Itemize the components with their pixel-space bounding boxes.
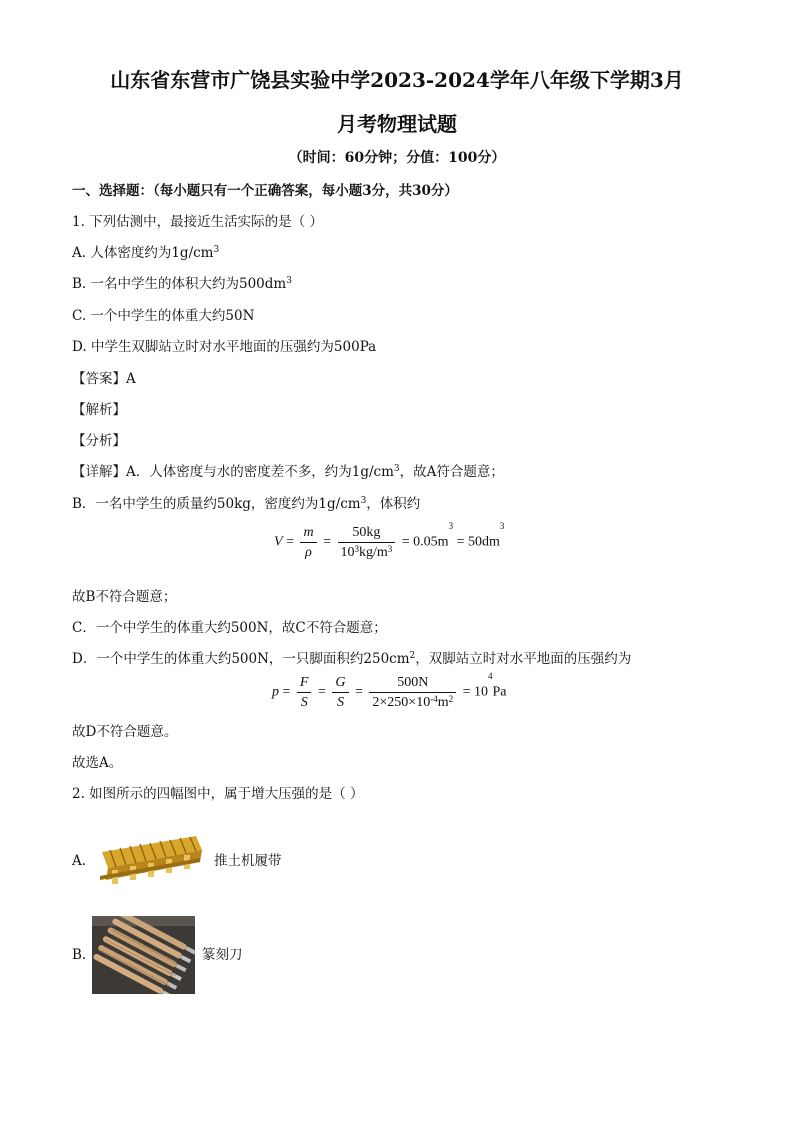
section-heading-choice: 一、选择题：（每小题只有一个正确答案，每小题3分，共30分） bbox=[72, 183, 458, 199]
q1-detail-c: C．一个中学生的体重大约500N，故C不符合题意； bbox=[72, 620, 387, 636]
den-part: 10 bbox=[340, 545, 355, 560]
formula-p-eq2: = bbox=[317, 684, 326, 700]
bulldozer-track-image bbox=[96, 828, 206, 892]
superscript: 3 bbox=[360, 496, 367, 506]
q1-option-c: C. 一个中学生的体重大约50N bbox=[72, 308, 255, 324]
carving-knife-image bbox=[92, 916, 195, 994]
q1-b-conclusion: 故B不符合题意； bbox=[72, 589, 177, 605]
fraction-m-over-rho bbox=[300, 524, 316, 561]
formula-p-lhs: p bbox=[272, 684, 279, 700]
q1-detail-d bbox=[72, 649, 631, 669]
fraction-numerator: m bbox=[300, 524, 316, 543]
carving-knife-illustration bbox=[92, 916, 195, 994]
q2-option-a-label: 推土机履带 bbox=[214, 853, 282, 869]
superscript: 3 bbox=[213, 245, 220, 255]
formula-v-result1-exp: 3 bbox=[448, 521, 454, 531]
q1-detail-a-tail: ，故A符合题意； bbox=[399, 464, 504, 480]
formula-p-eq3: = bbox=[355, 684, 363, 700]
q2-stem: 2. 如图所示的四幅图中，属于增大压强的是（ ） bbox=[72, 786, 364, 802]
exam-time-score: （时间：60分钟；分值：100分） bbox=[288, 150, 506, 166]
q1-answer: 【答案】A bbox=[72, 371, 136, 387]
q2-option-a-letter: A. bbox=[72, 853, 87, 869]
fraction-numerator: 500N bbox=[369, 674, 456, 693]
formula-v-result2: = 50dm bbox=[453, 534, 500, 550]
q1-option-a-text: A. 人体密度约为1g/cm bbox=[72, 245, 214, 261]
q1-option-a bbox=[72, 243, 219, 263]
fraction-f-over-s bbox=[297, 674, 312, 711]
bulldozer-track-illustration bbox=[96, 828, 206, 892]
fraction-denominator: S bbox=[300, 695, 308, 710]
formula-v-eq1: = bbox=[286, 534, 294, 550]
q1-detail-b bbox=[72, 494, 420, 514]
superscript: 3 bbox=[393, 464, 400, 474]
den-unit: m bbox=[437, 695, 449, 710]
q1-option-d: D. 中学生双脚站立时对水平地面的压强约为500Pa bbox=[72, 339, 377, 355]
q1-detail-a bbox=[72, 462, 504, 482]
formula-p-eq1: = bbox=[282, 684, 291, 700]
q1-final: 故选A。 bbox=[72, 755, 123, 771]
fraction-denominator: ρ bbox=[305, 545, 312, 560]
formula-p-result-unit: Pa bbox=[492, 684, 507, 700]
den-part: 2×250×10 bbox=[372, 695, 431, 710]
q2-option-b-label: 篆刻刀 bbox=[202, 947, 243, 963]
q1-detail-b-tail: ，体积约 bbox=[366, 496, 421, 512]
den-unit: kg/m bbox=[359, 545, 388, 560]
den-unit-exponent: 3 bbox=[387, 544, 393, 554]
fraction-mass-over-density bbox=[338, 524, 396, 561]
formula-p-result: = 10 bbox=[462, 684, 488, 700]
fraction-numerator: 50kg bbox=[338, 524, 396, 543]
formula-p-result-exp: 4 bbox=[488, 671, 493, 681]
fraction-g-over-s bbox=[332, 674, 348, 711]
den-exponent: -4 bbox=[430, 694, 438, 704]
exam-title-line1: 山东省东营市广饶县实验中学2023-2024学年八年级下学期3月 bbox=[110, 68, 684, 92]
superscript-2: 2 bbox=[409, 651, 416, 661]
fraction-numerator: G bbox=[332, 674, 348, 693]
q1-d-conclusion: 故D不符合题意。 bbox=[72, 724, 178, 740]
fraction-weight-over-area bbox=[369, 674, 456, 711]
q1-option-b bbox=[72, 274, 292, 294]
q1-analysis-label: 【解析】 bbox=[72, 402, 126, 418]
fraction-denominator bbox=[338, 543, 396, 561]
q1-detail-d-tail: ，双脚站立时对水平地面的压强约为 bbox=[415, 651, 632, 667]
formula-v-lhs: V bbox=[274, 534, 283, 550]
fraction-denominator bbox=[369, 693, 456, 711]
q2-option-b-letter: B. bbox=[72, 947, 87, 963]
formula-volume bbox=[274, 521, 505, 561]
formula-pressure bbox=[272, 671, 507, 711]
fraction-numerator: F bbox=[297, 674, 312, 693]
q1-detail-a-text: 【详解】A．人体密度与水的密度差不多，约为1g/cm bbox=[72, 464, 394, 480]
den-exponent: 3 bbox=[354, 544, 359, 554]
formula-v-eq2: = bbox=[323, 534, 331, 550]
q1-option-b-text: B. 一名中学生的体积大约为500dm bbox=[72, 276, 287, 292]
exam-title-line2: 月考物理试题 bbox=[337, 112, 457, 136]
fraction-denominator: S bbox=[336, 695, 344, 710]
q1-detail-d-text: D．一个中学生的体重大约500N，一只脚面积约250cm bbox=[72, 651, 410, 667]
formula-v-result2-exp: 3 bbox=[499, 521, 505, 531]
q1-fenxi-label: 【分析】 bbox=[72, 433, 126, 449]
superscript: 3 bbox=[286, 276, 292, 286]
den-unit-exponent: 2 bbox=[448, 694, 454, 704]
formula-v-result1: = 0.05m bbox=[401, 534, 449, 550]
q1-detail-b-text: B．一名中学生的质量约50kg，密度约为1g/cm bbox=[72, 496, 361, 512]
q1-stem: 1. 下列估测中，最接近生活实际的是（ ） bbox=[72, 214, 323, 230]
